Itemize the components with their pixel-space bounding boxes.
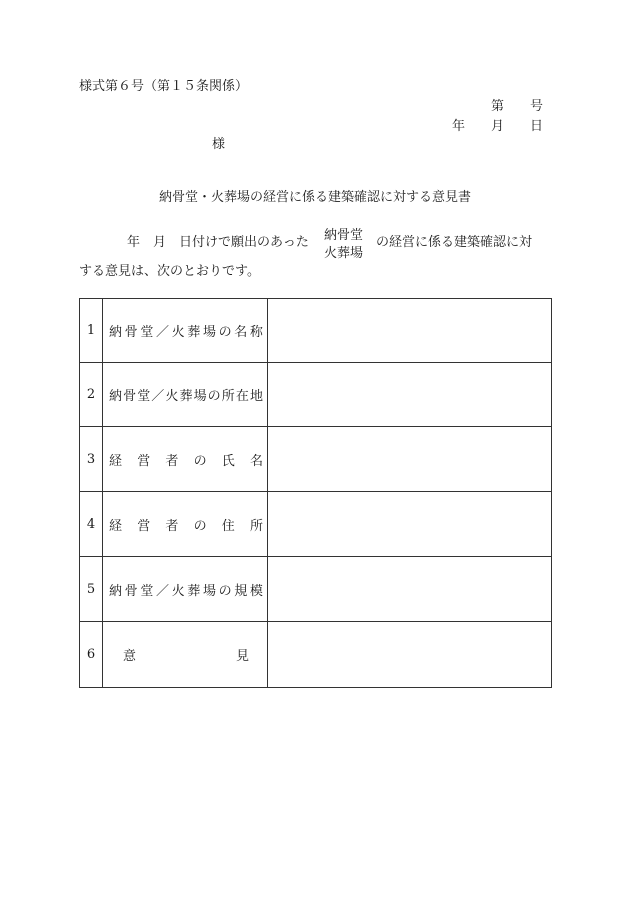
row-label: [103, 622, 268, 688]
document-number-label: 第 号: [491, 99, 544, 114]
label-char: 住: [221, 518, 235, 534]
label-char: 称: [249, 325, 263, 340]
label-char: の: [218, 583, 232, 599]
label-char: 火: [165, 389, 179, 404]
table-row: [80, 622, 552, 688]
table-row: [80, 557, 552, 622]
label-char: の: [207, 389, 221, 404]
label-char: 葬: [187, 325, 201, 340]
label-char: 名: [234, 325, 248, 340]
date-label: 年 月 日: [452, 119, 544, 134]
label-char: 葬: [179, 389, 193, 404]
row-value-cell[interactable]: [268, 622, 552, 688]
label-char: 営: [137, 453, 151, 469]
choice-bottom: 火葬場: [324, 246, 364, 261]
label-char: 骨: [123, 389, 137, 404]
row-number: 3: [80, 427, 103, 492]
row-number: 1: [80, 299, 103, 363]
label-char: 堂: [140, 325, 154, 340]
row-label: [103, 363, 268, 427]
label-char: 名: [249, 453, 263, 469]
opinion-table: [79, 298, 552, 688]
row-label-text: [109, 580, 263, 599]
label-char: 見: [235, 649, 249, 664]
label-char: 経: [109, 453, 123, 469]
table-row: [80, 363, 552, 427]
table-row: [80, 492, 552, 557]
addressee-suffix: 様: [212, 137, 226, 152]
document-title: 納骨堂・火葬場の経営に係る建築確認に対する意見書: [158, 190, 471, 205]
row-label-text: [109, 645, 263, 664]
row-label-text: [109, 321, 263, 340]
label-char: 場: [202, 583, 216, 599]
row-value-cell[interactable]: [268, 492, 552, 557]
label-char: の: [193, 453, 207, 469]
label-char: 骨: [124, 583, 138, 599]
label-char: ／: [155, 325, 169, 340]
row-number: 5: [80, 557, 103, 622]
row-label-text: [109, 385, 263, 404]
label-char: 営: [137, 518, 151, 534]
label-char: 者: [165, 453, 179, 469]
label-char: 葬: [187, 583, 201, 599]
label-char: 火: [171, 583, 185, 599]
label-char: 在: [235, 389, 249, 404]
table-row: [80, 427, 552, 492]
label-char: 者: [165, 518, 179, 534]
facility-choice: [324, 227, 363, 263]
choice-top: 納骨堂: [324, 228, 364, 243]
row-number: 4: [80, 492, 103, 557]
body-line1-prefix: 年 月 日付けで願出のあった: [127, 235, 309, 250]
row-label: [103, 299, 268, 363]
body-line2: する意見は、次のとおりです。: [79, 264, 260, 279]
row-value-cell[interactable]: [268, 557, 552, 622]
label-char: 火: [171, 325, 185, 340]
row-value-cell[interactable]: [268, 363, 552, 427]
label-char: 地: [249, 389, 263, 404]
row-value-cell[interactable]: [268, 299, 552, 363]
label-char: 規: [234, 583, 248, 599]
label-char: 経: [109, 518, 123, 534]
label-char: 納: [109, 583, 123, 599]
label-char: 納: [109, 389, 123, 404]
row-number: 6: [80, 622, 103, 688]
row-label-text: [109, 450, 263, 469]
label-char: 意: [123, 649, 137, 664]
label-char: の: [193, 518, 207, 534]
label-char: 所: [221, 389, 235, 404]
form-number-label: 様式第６号（第１５条関係）: [79, 79, 249, 94]
label-char: 納: [109, 325, 123, 340]
label-char: 堂: [137, 389, 151, 404]
row-label: [103, 492, 268, 557]
row-label: [103, 557, 268, 622]
label-char: の: [218, 325, 232, 340]
row-label: [103, 427, 268, 492]
label-char: 所: [249, 518, 263, 534]
label-char: 骨: [124, 325, 138, 340]
table-row: [80, 299, 552, 363]
row-value-cell[interactable]: [268, 427, 552, 492]
label-char: 場: [193, 389, 207, 404]
label-char: 堂: [140, 583, 154, 599]
label-char: 場: [202, 325, 216, 340]
label-char: ／: [151, 389, 165, 404]
row-label-text: [109, 515, 263, 534]
label-char: 氏: [221, 453, 235, 469]
label-char: ／: [155, 583, 169, 599]
row-number: 2: [80, 363, 103, 427]
label-char: 模: [249, 583, 263, 599]
body-line1-suffix: の経営に係る建築確認に対: [376, 235, 533, 250]
